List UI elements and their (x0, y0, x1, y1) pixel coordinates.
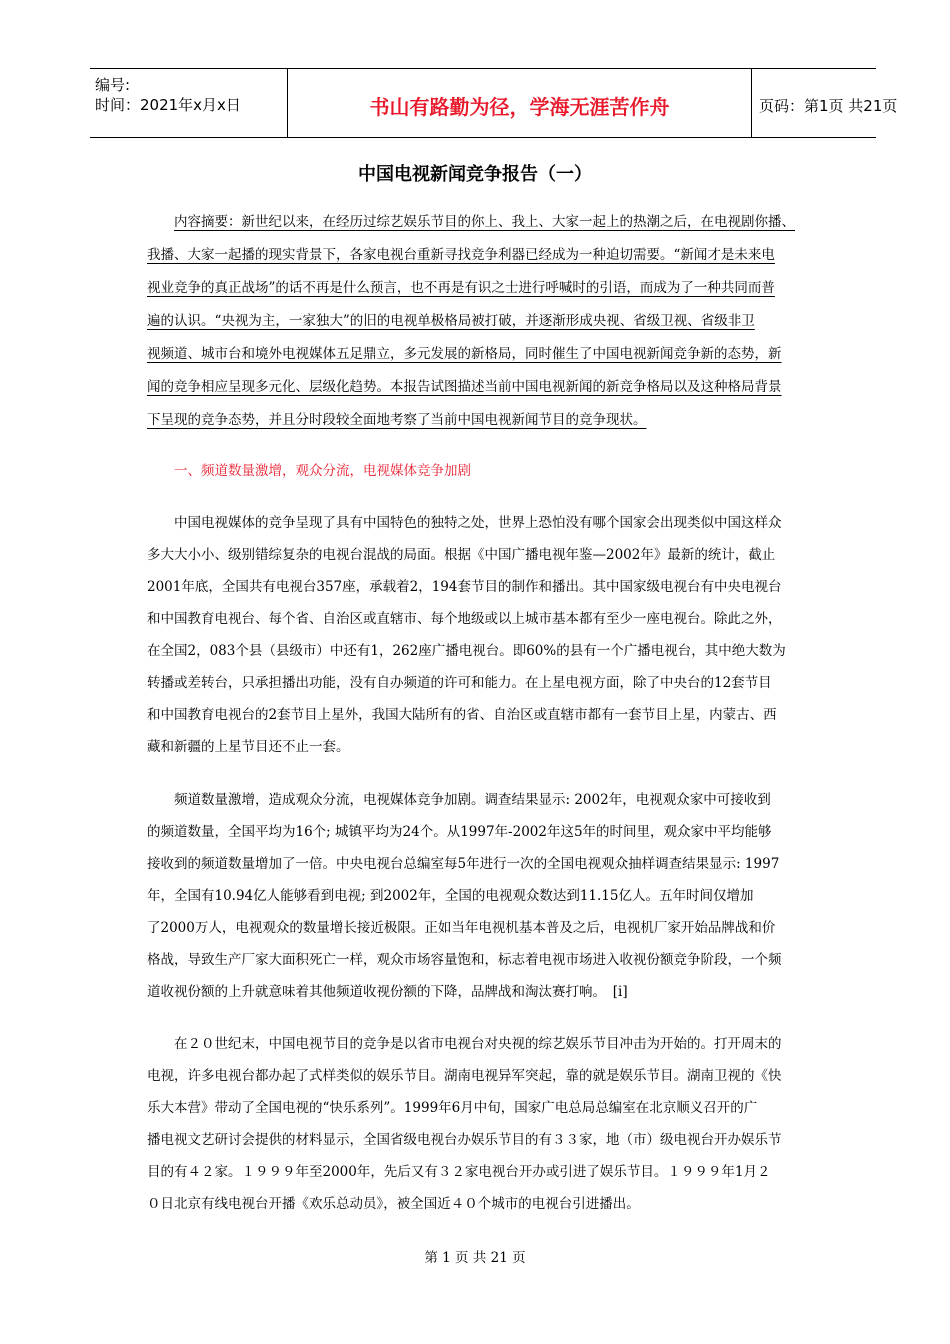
paragraph-line: 和中国教育电视台的2套节目上星外，我国大陆所有的省、自治区或直辖市都有一套节目上星，内蒙古、西 (147, 707, 777, 723)
header-page-info: 页码：第1页 共21页 (759, 97, 898, 115)
header-page-cell (751, 69, 898, 137)
paragraph-line: 中国电视媒体的竞争呈现了具有中国特色的独特之处，世界上恐怕没有哪个国家会出现类似中国这样众 (174, 515, 782, 531)
abstract-line: 遍的认识。“央视为主，一家独大”的旧的电视单极格局被打破，并逐渐形成央视、省级卫视、省级非卫 (147, 313, 755, 329)
document-title: 中国电视新闻竞争报告（一） (358, 164, 592, 185)
section-heading: 一、频道数量激增，观众分流，电视媒体竞争加剧 (174, 463, 471, 479)
paragraph-line: 道收视份额的上升就意味着其他频道收视份额的下降，品牌战和淘汰赛打响。 [i] (147, 984, 628, 1000)
document-header (90, 68, 898, 138)
document-date: 时间：2021年x月x日 (95, 96, 241, 114)
paragraph-line: 了2000万人，电视观众的数量增长接近极限。正如当年电视机基本普及之后，电视机厂家开始品牌战和价 (147, 920, 776, 936)
abstract-line: 闻的竞争相应呈现多元化、层级化趋势。本报告试图描述当前中国电视新闻的新竞争格局以及这种格局背景 (147, 379, 782, 395)
paragraph-line: 频道数量激增，造成观众分流，电视媒体竞争加剧。调查结果显示: 2002年，电视观众家中可接收到 (174, 792, 771, 808)
paragraph-line: 多大大小小、级别错综复杂的电视台混战的局面。根据《中国广播电视年鉴—2002年》最新的统计，截止 (147, 547, 776, 563)
abstract-line: 下呈现的竞争态势，并且分时段较全面地考察了当前中国电视新闻节目的竞争现状。 (147, 412, 647, 428)
header-meta-cell (90, 69, 287, 137)
paragraph-line: 目的有４２家。１９９９年至2000年，先后又有３２家电视台开办或引进了娱乐节目。１９９９年1月２ (147, 1164, 771, 1180)
paragraph-line: 的频道数量，全国平均为16个; 城镇平均为24个。从1997年-2002年这5年的时间里，观众家中平均能够 (147, 824, 772, 840)
paragraph-line: 藏和新疆的上星节目还不止一套。 (147, 739, 350, 755)
abstract-line: 我播、大家一起播的现实背景下，各家电视台重新寻找竞争利器已经成为一种迫切需要。“新闻才是未来电 (147, 247, 775, 263)
paragraph-line: 年，全国有10.94亿人能够看到电视; 到2002年，全国的电视观众数达到11.15亿人。五年时间仅增加 (147, 888, 754, 904)
abstract-line: 视业竞争的真正战场”的话不再是什么预言，也不再是有识之士进行呼喊时的引语，而成为了一种共同而普 (147, 280, 775, 296)
paragraph-line: 播电视文艺研讨会提供的材料显示，全国省级电视台办娱乐节目的有３３家，地（市）级电视台开办娱乐节 (147, 1132, 782, 1148)
header-motto: 书山有路勤为径，学海无涯苦作舟 (369, 95, 670, 119)
paragraph-line: 电视，许多电视台都办起了式样类似的娱乐节目。湖南电视异军突起，靠的就是娱乐节目。湖南卫视的《快 (147, 1068, 782, 1084)
paragraph-line: 2001年底，全国共有电视台357座，承载着2，194套节目的制作和播出。其中国家级电视台有中央电视台 (147, 579, 782, 595)
paragraph-line: 格战，导致生产厂家大面积死亡一样，观众市场容量饱和，标志着电视市场进入收视份额竞争阶段，一个频 (147, 952, 782, 968)
paragraph-line: 转播或差转台，只承担播出功能，没有自办频道的许可和能力。在上星电视方面，除了中央台的12套节目 (147, 675, 772, 691)
document-number-label: 编号: (95, 76, 131, 94)
paragraph-line: 在全国2，083个县（县级市）中还有1，262座广播电视台。即60%的县有一个广播电视台，其中绝大数为 (147, 643, 786, 659)
paragraph-line: 在２０世纪末，中国电视节目的竞争是以省市电视台对央视的综艺娱乐节目冲击为开始的。打开周末的 (174, 1036, 782, 1052)
page-footer: 第 1 页 共 21 页 (424, 1250, 526, 1266)
paragraph-line: ０日北京有线电视台开播《欢乐总动员》，被全国近４０个城市的电视台引进播出。 (147, 1196, 640, 1212)
paragraph-line: 乐大本营》带动了全国电视的“快乐系列”。1999年6月中旬，国家广电总局总编室在北京顺义召开的广 (147, 1100, 758, 1116)
header-motto-cell (287, 69, 752, 137)
paragraph-line: 和中国教育电视台、每个省、自治区或直辖市、每个地级或以上城市基本都有至少一座电视台。除此之外， (147, 611, 782, 627)
paragraph-line: 接收到的频道数量增加了一倍。中央电视台总编室每5年进行一次的全国电视观众抽样调查结果显示: 1997 (147, 856, 780, 872)
abstract-line: 内容摘要：新世纪以来，在经历过综艺娱乐节目的你上、我上、大家一起上的热潮之后，在电视剧你播、 (174, 214, 795, 230)
abstract-line: 视频道、城市台和境外电视媒体五足鼎立，多元发展的新格局，同时催生了中国电视新闻竞争新的态势，新 (147, 346, 782, 362)
